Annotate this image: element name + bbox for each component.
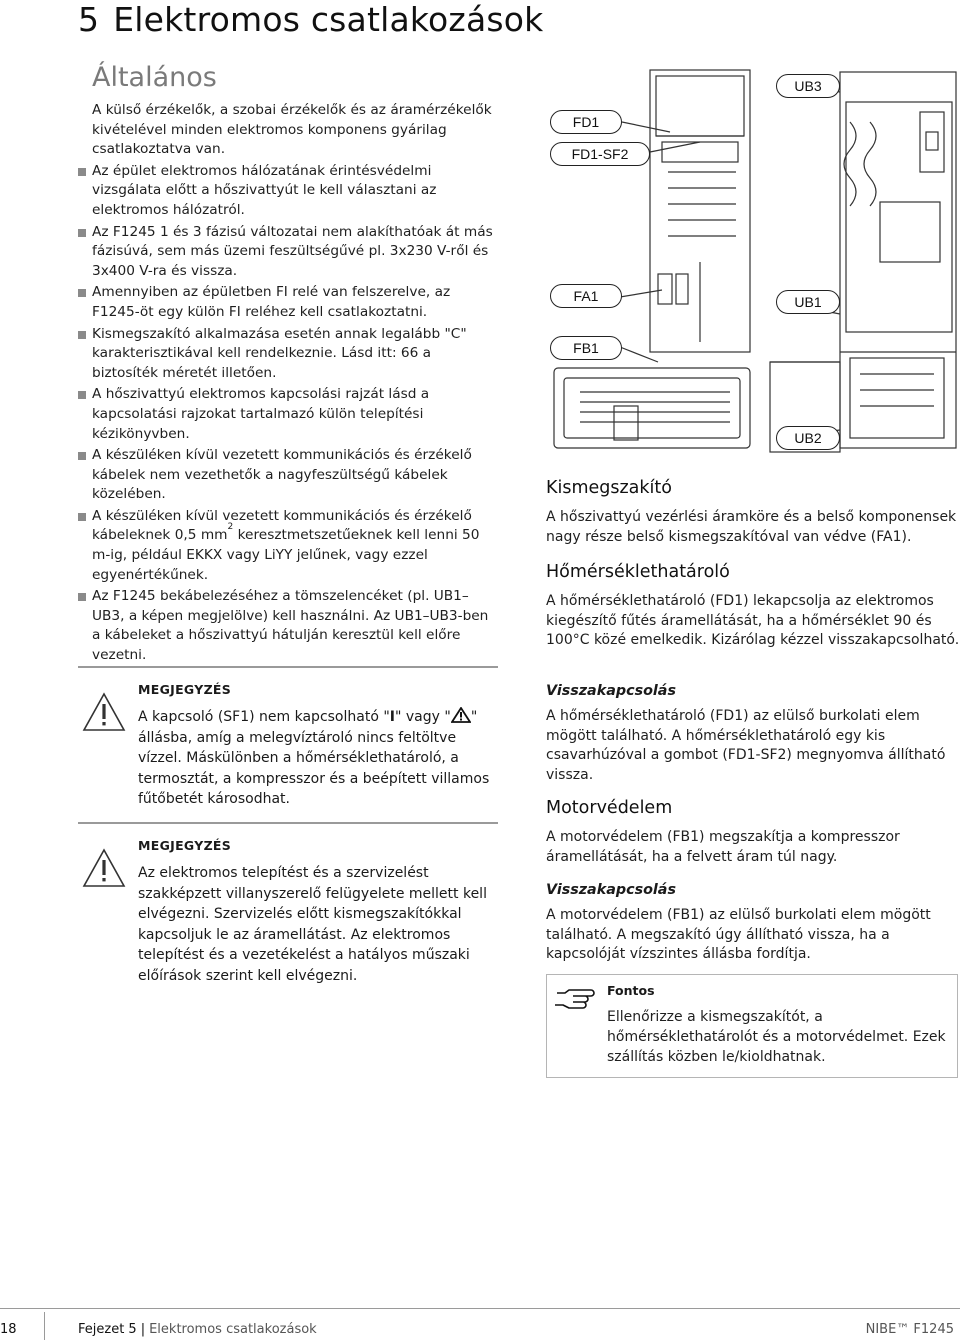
important-box: [546, 974, 958, 1078]
reset2-section: [546, 882, 960, 965]
note-text: A kapcsoló (SF1) nem kapcsolható "I" vagy " " állásba, amíg a melegvíztároló nincs feltöltve vízzel. Máskülönben a hőmérséklethatároló, a termosztát, a kompresszor és a beépített villamos fűtőbetét károsodhat.: [138, 709, 490, 808]
limiter-section: [546, 562, 960, 651]
chapter-number: 5: [78, 0, 100, 39]
list-item: Az épület elektromos hálózatának érintésvédelmi vizsgálata előtt a hőszivattyút le kell választani az elektromos hálózatról.: [92, 162, 496, 221]
list-item: A hőszivattyú elektromos kapcsolási rajzát lásd a kapcsolatási rajzokat tartalmazó külön telepítési kézikönyvben.: [92, 385, 496, 444]
reset1-text: A hőmérséklethatároló (FD1) az elülső burkolati elem mögött található. A hőmérséklethatároló egy kis csavarhúzóval a gombot (FD1-SF2) megnyomva állítható vissza.: [546, 708, 946, 784]
list-item: A készüléken kívül vezetett kommunikációs és érzékelő kábeleknek 0,5 $mm^2$ keresztmetszetűeknek kell lenni 50 m-ig, például EKKX vagy LiYY jelűnek, vagy ezzel egyenértékűnek.: [92, 507, 496, 585]
note-box-2: [78, 822, 498, 987]
list-item: Az F1245 bekábelezéséhez a tömszelencéket (pl. UB1–UB3, a képen megjelölve) kell használni. Az UB1–UB3-ben a kábeleket a hőszivattyú hátulján keresztül kell előre vezetni.: [92, 587, 496, 665]
note-text: Az elektromos telepítést és a szervizelést szakképzett villanyszerelő felügyelete mellett kell elvégezni. Szervizelés előtt kismegszakítókkal kapcsoljuk le az áramellátást. Az elektromos telepítést és a vezetékelést a hatályos műszaki előírások szerint kell elvégezni.: [138, 865, 487, 984]
footer-chapter: Fejezet 5 | Elektromos csatlakozások: [78, 1322, 317, 1337]
reset1-section: [546, 683, 960, 786]
important-heading: Fontos: [607, 983, 655, 998]
label-fa1: FA1: [550, 284, 622, 308]
bullet-list: [92, 162, 496, 666]
list-item: Az F1245 1 és 3 fázisú változatai nem alakíthatóak át más fázisúvá, sem más üzemi feszültségűvé pl. 3x230 V-ről és 3x400 V-ra és vissza.: [92, 223, 496, 282]
motor-text: A motorvédelem (FB1) megszakítja a kompresszor áramellátását, ha a felvett áram túl nagy.: [546, 829, 900, 865]
bullet-square-icon: [78, 229, 86, 237]
label-fd1: FD1: [550, 110, 622, 134]
list-item: Amennyiben az épületben FI relé van felszerelve, az F1245-öt egy külön FI reléhez kell csatlakoztatni.: [92, 283, 496, 322]
label-ub3: UB3: [776, 74, 840, 98]
bullet-square-icon: [78, 513, 86, 521]
note-heading: MEGJEGYZÉS: [138, 838, 232, 853]
important-text: Ellenőrizze a kismegszakítót, a hőmérséklethatárolót és a motorvédelmet. Ezek szállítás közben le/kioldhatnak.: [607, 1009, 946, 1065]
limiter-text: A hőmérséklethatároló (FD1) lekapcsolja az elektromos kiegészítő fűtés áramellátását, ha a hőmérséklet 90 és 100°C közé emelkedik. Kizárólag kézzel visszakapcsolható.: [546, 593, 960, 649]
list-item: Kismegszakító alkalmazása esetén annak legalább "C" karakterisztikával kell rendelkeznie. Lásd itt: 66 a biztosíték méretét illetően.: [92, 325, 496, 384]
note-divider: [78, 666, 498, 668]
list-item: A készüléken kívül vezetett kommunikációs és érzékelő kábelek nem vezethetők a nagyfeszültségű kábelek közelében.: [92, 446, 496, 505]
intro-paragraph: A külső érzékelők, a szobai érzékelők és az áramérzékelők kivételével minden elektromos komponens gyárilag csatlakoztatva van.: [92, 102, 492, 158]
symbol-i: I: [389, 709, 395, 725]
footer-divider: [0, 1308, 960, 1309]
breaker-text: A hőszivattyú vezérlési áramköre és a belső komponensek nagy része belső kismegszakítóval van védve (FA1).: [546, 509, 957, 545]
chapter-title-text: Elektromos csatlakozások: [113, 0, 544, 39]
label-ub2: UB2: [776, 426, 840, 450]
bullet-square-icon: [78, 289, 86, 297]
label-fb1: FB1: [550, 336, 622, 360]
bullet-square-icon: [78, 593, 86, 601]
motor-section: [546, 798, 960, 867]
reset2-text: A motorvédelem (FB1) az elülső burkolati elem mögött található. A megszakító úgy állítható vissza, ha a kapcsolóját vízszintes állásba fordítja.: [546, 907, 931, 963]
bullet-square-icon: [78, 168, 86, 176]
inline-warning-icon: [451, 707, 471, 723]
bullet-square-icon: [78, 452, 86, 460]
bullet-square-icon: [78, 391, 86, 399]
footer-brand: NIBE™ F1245: [865, 1322, 954, 1337]
breaker-section: [546, 478, 960, 547]
warning-triangle-icon: [82, 692, 126, 732]
section-title-breaker: Kismegszakító: [546, 478, 672, 498]
section-title-reset1: Visszakapcsolás: [546, 683, 676, 699]
general-section: [92, 62, 496, 666]
heat-pump-diagram: [540, 62, 960, 462]
label-fd1-sf2: FD1-SF2: [550, 142, 650, 166]
section-title-motor: Motorvédelem: [546, 798, 673, 818]
label-ub1: UB1: [776, 290, 840, 314]
bullet-square-icon: [78, 331, 86, 339]
warning-triangle-icon: [82, 848, 126, 888]
note-divider: [78, 822, 498, 824]
footer-separator: [44, 1312, 45, 1340]
note-heading: MEGJEGYZÉS: [138, 682, 232, 697]
note-box-1: [78, 666, 498, 810]
section-title-limiter: Hőmérséklethatároló: [546, 562, 730, 582]
section-title-general: Általános: [92, 62, 217, 93]
section-title-reset2: Visszakapcsolás: [546, 882, 676, 898]
chapter-title: [78, 0, 543, 39]
page-number: 18: [0, 1322, 17, 1337]
pointing-hand-icon: [555, 981, 601, 1011]
